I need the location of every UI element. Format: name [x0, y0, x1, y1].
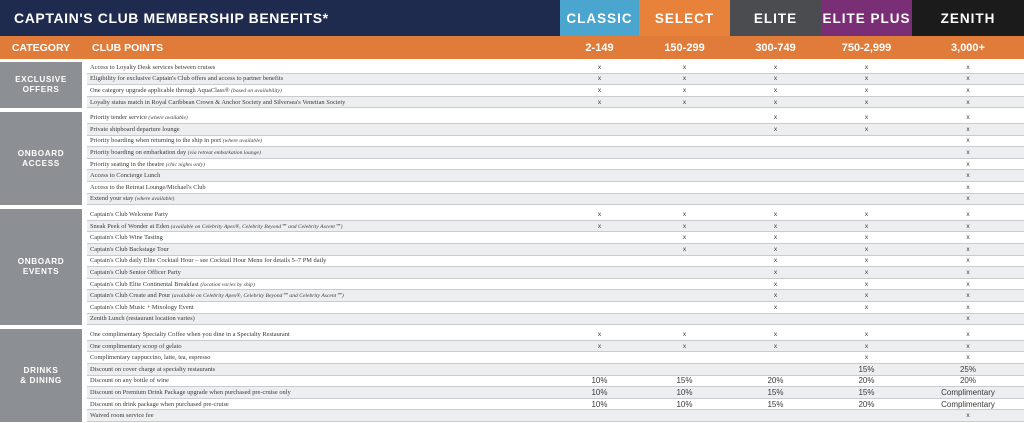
benefit-text: Priority boarding when returning to the ship in port: [90, 137, 223, 145]
benefit-text: Access to Loyalty Desk services between cruises: [90, 63, 216, 71]
points-range-select: 150-299: [664, 41, 705, 54]
benefit-value: x: [864, 222, 869, 230]
benefit-value: x: [597, 75, 602, 83]
benefit-value: x: [682, 222, 687, 230]
benefit-note: (where available): [222, 138, 262, 145]
benefit-value: x: [864, 257, 869, 265]
benefit-value: 10%: [591, 387, 608, 397]
benefit-value: x: [966, 292, 970, 300]
benefit-value: x: [966, 245, 970, 253]
benefit-value: x: [966, 234, 970, 242]
benefit-value: x: [966, 160, 970, 168]
benefit-text: Captain's Club Senior Officer Party: [90, 268, 181, 276]
club-points-column-header: CLUB POINTS: [92, 41, 164, 54]
benefit-value: 10%: [591, 399, 608, 409]
benefit-text: One complimentary Specialty Coffee when you dine in a Specialty Restaurant: [90, 330, 290, 338]
benefit-label: [87, 234, 560, 241]
benefit-value: x: [773, 98, 778, 106]
benefit-value: x: [597, 342, 602, 350]
table-row: [87, 341, 1024, 353]
benefit-value: x: [773, 292, 778, 300]
benefit-value: x: [773, 75, 778, 83]
points-range-classic: 2-149: [585, 41, 614, 54]
benefit-value: x: [966, 315, 970, 323]
benefit-value: x: [966, 330, 970, 338]
table-row: [87, 244, 1024, 256]
benefit-value: x: [966, 342, 970, 350]
benefit-note: (where available): [148, 115, 188, 122]
benefit-label: [87, 377, 560, 384]
benefit-label: [87, 304, 560, 311]
benefit-value: x: [966, 412, 970, 420]
benefit-label: [87, 223, 560, 230]
table-row: [87, 267, 1024, 279]
benefit-value: x: [864, 342, 869, 350]
benefit-value: 20%: [959, 376, 976, 386]
benefit-value: 15%: [858, 387, 875, 397]
benefit-group: [0, 329, 1024, 422]
benefit-text: Captain's Club Backstage Tour: [90, 245, 169, 253]
benefit-value: 10%: [591, 376, 608, 386]
benefit-label: [87, 114, 560, 121]
table-row: [87, 147, 1024, 159]
benefit-label: [87, 331, 560, 338]
benefit-value: x: [864, 98, 869, 106]
benefit-value: x: [966, 268, 970, 276]
benefit-label: [87, 292, 560, 299]
table-row: [87, 170, 1024, 182]
page-title: CAPTAIN'S CLUB MEMBERSHIP BENEFITS*: [0, 0, 560, 36]
benefit-text: Waived room service fee: [90, 412, 154, 420]
benefit-value: x: [864, 354, 869, 362]
benefit-text: Private shipboard departure lounge: [90, 125, 180, 133]
benefit-value: x: [773, 114, 778, 122]
benefit-value: x: [966, 303, 970, 311]
benefit-value: x: [864, 330, 869, 338]
benefit-value: x: [597, 86, 602, 94]
table-row: [87, 221, 1024, 233]
table-row: [87, 399, 1024, 411]
benefit-text: Captain's Club Elite Continental Breakfast: [90, 280, 201, 288]
benefit-value: x: [966, 148, 970, 156]
table-row: [87, 376, 1024, 388]
benefit-label: [87, 281, 560, 288]
benefit-value: x: [682, 245, 687, 253]
benefit-note: (available on Celebrity Apex®, Celebrity Beyond℠ and Celebrity Ascent℠): [170, 223, 343, 230]
benefit-text: Extend your stay: [90, 195, 135, 203]
benefit-value: x: [864, 268, 869, 276]
benefit-label: [87, 137, 560, 144]
benefit-label: [87, 257, 560, 264]
benefit-text: Priority seating in the theatre: [90, 160, 166, 168]
points-range-elite-plus: 750-2,999: [841, 41, 892, 54]
benefit-note: (chic nights only): [165, 161, 205, 168]
table-row: [87, 232, 1024, 244]
benefit-value: x: [773, 342, 778, 350]
benefit-text: Zenith Lunch (restaurant location varies): [90, 315, 195, 323]
benefit-value: x: [864, 114, 869, 122]
header-bar: [0, 0, 1024, 36]
benefit-value: x: [864, 210, 869, 218]
tier-classic-header: CLASSIC: [560, 0, 639, 36]
benefit-label: [87, 87, 560, 94]
benefit-value: 10%: [676, 387, 693, 397]
benefit-label: [87, 172, 560, 179]
benefit-value: x: [966, 257, 970, 265]
benefit-label: [87, 343, 560, 350]
benefit-text: Sneak Peek of Wonder at Eden: [90, 222, 171, 230]
benefit-label: [87, 354, 560, 361]
benefit-value: x: [966, 354, 970, 362]
benefit-value: 25%: [959, 364, 976, 374]
table-row: [87, 290, 1024, 302]
benefit-text: Captain's Club Welcome Party: [90, 210, 169, 218]
benefit-label: [87, 184, 560, 191]
benefit-group: [0, 209, 1024, 325]
benefit-label: [87, 389, 560, 396]
benefit-label: [87, 195, 560, 202]
category-column-header: CATEGORY: [11, 41, 71, 54]
benefit-group: [0, 62, 1024, 108]
benefit-label: [87, 99, 560, 106]
benefit-value: 10%: [676, 399, 693, 409]
benefit-label: [87, 64, 560, 71]
benefit-text: Eligibility for exclusive Captain's Club offers and access to partner benefits: [90, 75, 284, 83]
benefit-label: [87, 211, 560, 218]
benefit-value: x: [864, 245, 869, 253]
benefit-note: (based on availability): [231, 87, 282, 94]
benefit-note: (available on Celebrity Apex®, Celebrity Beyond℠ and Celebrity Ascent℠): [171, 293, 344, 300]
benefit-label: [87, 269, 560, 276]
benefit-value: x: [966, 183, 970, 191]
table-row: [87, 256, 1024, 268]
benefit-value: x: [773, 257, 778, 265]
column-header-bar: [0, 36, 1024, 59]
table-row: [87, 124, 1024, 136]
table-row: [87, 74, 1024, 86]
table-row: [87, 194, 1024, 206]
benefit-text: One category upgrade applicable through AquaClass®: [90, 86, 232, 94]
benefit-value: x: [966, 75, 970, 83]
benefit-value: x: [597, 63, 602, 71]
table-row: [87, 209, 1024, 221]
benefit-text: Access to Concierge Lunch: [90, 172, 161, 180]
benefit-value: x: [773, 268, 778, 276]
table-row: [87, 364, 1024, 376]
table-row: [87, 279, 1024, 291]
benefit-value: x: [682, 86, 687, 94]
benefit-value: x: [773, 63, 778, 71]
benefit-value: Complimentary: [941, 399, 995, 409]
benefit-label: [87, 315, 560, 322]
tier-select-header: SELECT: [639, 0, 730, 36]
benefit-value: x: [966, 172, 970, 180]
benefit-note: (location varies by ship): [200, 281, 255, 288]
benefit-value: 15%: [767, 387, 784, 397]
benefit-text: Loyalty status match in Royal Caribbean Crown & Anchor Society and Silversea's Venetian Society: [90, 98, 346, 106]
benefit-value: x: [682, 63, 687, 71]
benefit-value: x: [966, 222, 970, 230]
table-row: [87, 314, 1024, 326]
benefit-value: x: [966, 195, 970, 203]
benefit-value: x: [966, 63, 970, 71]
tier-zenith-header: ZENITH: [912, 0, 1024, 36]
benefit-value: x: [864, 63, 869, 71]
benefit-text: Priority tender service: [90, 114, 149, 122]
benefit-text: Discount on Premium Drink Package upgrade when purchased pre-cruise only: [90, 388, 291, 396]
benefit-text: Access to the Retreat Lounge/Michael's Club: [90, 183, 206, 191]
benefit-value: x: [864, 303, 869, 311]
table-row: [87, 62, 1024, 74]
benefit-value: x: [773, 86, 778, 94]
benefit-value: x: [773, 125, 778, 133]
table-row: [87, 136, 1024, 148]
benefit-label: [87, 412, 560, 419]
benefit-label: [87, 75, 560, 82]
table-row: [87, 329, 1024, 341]
benefit-value: x: [864, 75, 869, 83]
benefit-value: x: [773, 280, 778, 288]
tier-elite-header: ELITE: [730, 0, 821, 36]
benefit-value: x: [966, 210, 970, 218]
benefit-label: [87, 246, 560, 253]
benefit-text: Discount on drink package when purchased pre-cruise: [90, 400, 229, 408]
benefit-text: Discount on cover charge at specialty restaurants: [90, 365, 216, 373]
benefit-value: x: [966, 114, 970, 122]
benefit-value: x: [597, 330, 602, 338]
benefit-value: 20%: [858, 376, 875, 386]
benefit-value: x: [864, 125, 869, 133]
benefit-value: x: [864, 292, 869, 300]
points-range-zenith: 3,000+: [951, 41, 985, 54]
benefit-value: x: [597, 98, 602, 106]
benefit-text: Captain's Club Create and Pour: [90, 292, 172, 300]
category-label: DRINKS & DINING: [0, 329, 82, 422]
benefit-value: 15%: [858, 364, 875, 374]
benefit-value: x: [864, 86, 869, 94]
benefit-note: (where available): [134, 196, 175, 203]
table-row: [87, 97, 1024, 109]
benefit-text: Priority boarding on embarkation day: [90, 148, 188, 156]
benefit-text: One complimentary scoop of gelato: [90, 342, 182, 350]
benefit-value: x: [682, 98, 687, 106]
benefit-value: Complimentary: [941, 387, 995, 397]
benefit-text: Captain's Club daily Elite Cocktail Hour – see Cocktail Hour Menu for details 5–7 PM daily: [90, 257, 327, 265]
table-row: [87, 410, 1024, 422]
benefit-text: Captain's Club Music + Mixology Event: [90, 303, 194, 311]
benefit-value: x: [864, 234, 869, 242]
points-range-elite: 300-749: [755, 41, 796, 54]
benefit-value: 15%: [676, 376, 693, 386]
benefit-value: x: [773, 330, 778, 338]
benefit-value: x: [597, 210, 602, 218]
benefit-value: x: [966, 86, 970, 94]
benefit-note: (via retreat embarkation lounge): [187, 149, 261, 156]
benefit-label: [87, 401, 560, 408]
table-row: [87, 302, 1024, 314]
benefit-label: [87, 149, 560, 156]
benefit-value: x: [682, 330, 687, 338]
benefit-value: x: [682, 210, 687, 218]
table-row: [87, 85, 1024, 97]
benefit-value: x: [773, 245, 778, 253]
benefit-value: x: [966, 280, 970, 288]
benefit-label: [87, 366, 560, 373]
benefit-text: Discount on any bottle of wine: [90, 377, 169, 385]
tier-elite-plus-header: ELITE PLUS: [821, 0, 912, 36]
table-row: [87, 112, 1024, 124]
benefit-text: Complimentary cappuccino, latte, tea, espresso: [90, 354, 211, 362]
benefit-value: x: [597, 222, 602, 230]
category-label: ONBOARD EVENTS: [0, 209, 82, 325]
benefit-label: [87, 161, 560, 168]
benefit-value: x: [682, 75, 687, 83]
benefit-value: x: [682, 342, 687, 350]
benefit-value: x: [864, 280, 869, 288]
benefit-value: x: [966, 137, 970, 145]
benefit-value: x: [966, 125, 970, 133]
table-row: [87, 159, 1024, 171]
table-row: [87, 182, 1024, 194]
benefit-text: Captain's Club Wine Tasting: [90, 234, 163, 242]
table-row: [87, 352, 1024, 364]
benefit-value: x: [682, 234, 687, 242]
benefit-group: [0, 112, 1024, 205]
table-row: [87, 387, 1024, 399]
benefit-value: 20%: [858, 399, 875, 409]
benefit-value: 15%: [767, 399, 784, 409]
benefit-value: x: [966, 98, 970, 106]
benefit-value: x: [773, 234, 778, 242]
category-label: ONBOARD ACCESS: [0, 112, 82, 205]
category-label: EXCLUSIVE OFFERS: [0, 62, 82, 108]
benefit-value: x: [773, 222, 778, 230]
benefit-value: 20%: [767, 376, 784, 386]
benefit-value: x: [773, 303, 778, 311]
benefit-value: x: [773, 210, 778, 218]
benefit-label: [87, 126, 560, 133]
